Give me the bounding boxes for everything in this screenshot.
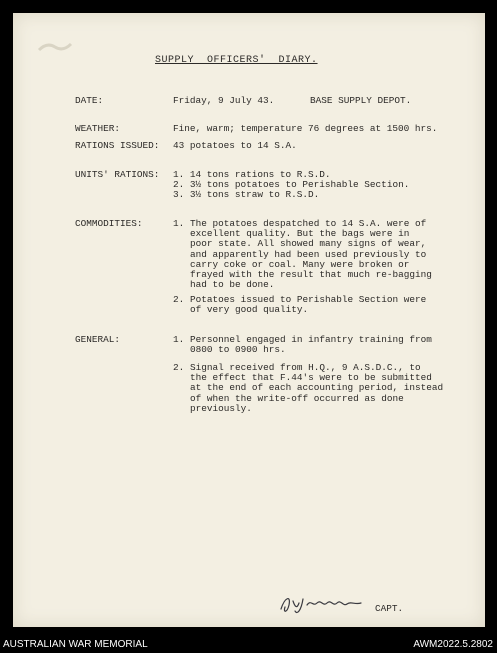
footer-accession-number: AWM2022.5.2802 bbox=[413, 639, 493, 650]
weather-value: Fine, warm; temperature 76 degrees at 1500 hrs. bbox=[173, 123, 438, 134]
diary-title: SUPPLY OFFICERS' DIARY. bbox=[155, 55, 318, 66]
date-value: Friday, 9 July 43. bbox=[173, 95, 275, 106]
general-item-2: 2. Signal received from H.Q., 9 A.S.D.C., to the effect that F.44's were to be submitted at the end of each accounting period, instead of when the write-off occurred as done previously. bbox=[173, 362, 444, 414]
rations-value: 43 potatoes to 14 S.A. bbox=[173, 140, 297, 151]
list-item: 3. 3½ tons straw to R.S.D. bbox=[173, 189, 320, 201]
general-label: GENERAL: bbox=[75, 334, 121, 345]
diary-text bbox=[13, 13, 485, 627]
footer-bar bbox=[0, 637, 497, 653]
weather-label: WEATHER: bbox=[75, 123, 121, 134]
list-item: 2. 3½ tons potatoes to Perishable Section. bbox=[173, 179, 410, 191]
signature-rank: CAPT. bbox=[375, 603, 404, 614]
units-list bbox=[173, 170, 409, 201]
commodities-item-2: 2. Potatoes issued to Perishable Section were of very good quality. bbox=[173, 294, 427, 316]
handwritten-signature bbox=[277, 591, 367, 617]
date-label: DATE: bbox=[75, 95, 104, 106]
general-item-1: 1. Personnel engaged in infantry training from 0800 to 0900 hrs. bbox=[173, 334, 432, 356]
units-label: UNITS' RATIONS: bbox=[75, 169, 160, 180]
list-item: 1. 14 tons rations to R.S.D. bbox=[173, 169, 331, 180]
footer-institution: AUSTRALIAN WAR MEMORIAL bbox=[3, 639, 148, 650]
depot-name: BASE SUPPLY DEPOT. bbox=[310, 95, 412, 106]
document-page bbox=[13, 13, 485, 627]
commodities-item-1: 1. The potatoes despatched to 14 S.A. were of excellent quality. But the bags were in poor state. All showed many signs of wear, and apparently had been used previously to carry coke or coal. Many were broken or frayed with the result that much re-bagging had to be done. bbox=[173, 218, 432, 291]
rations-label: RATIONS ISSUED: bbox=[75, 140, 160, 151]
commodities-label: COMMODITIES: bbox=[75, 218, 143, 229]
